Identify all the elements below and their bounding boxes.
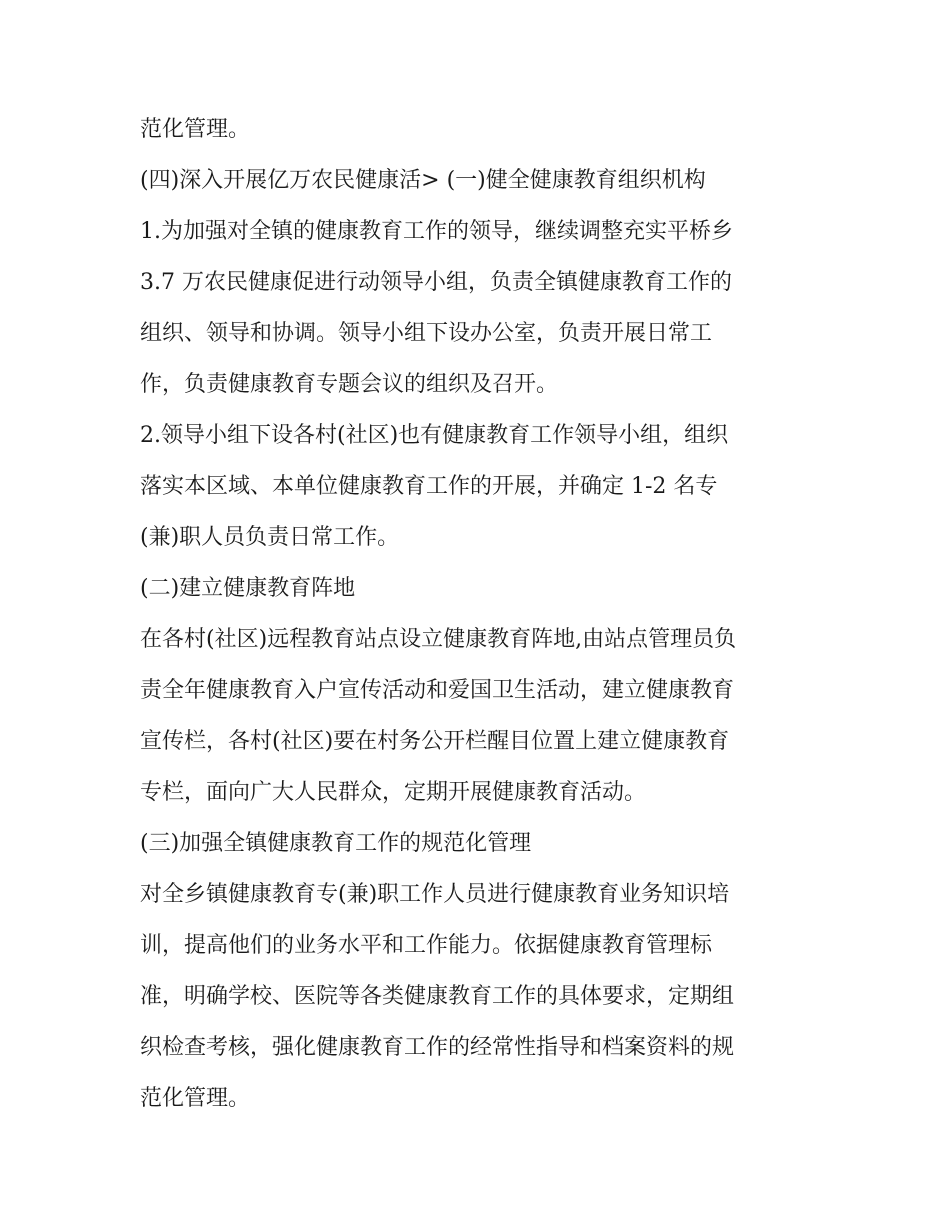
text-line: 3.7 万农民健康促进行动领导小组，负责全镇健康教育工作的 [140, 270, 732, 295]
text-line: 准，明确学校、医院等各类健康教育工作的具体要求，定期组 [140, 984, 735, 1009]
section-heading: (三)加强全镇健康教育工作的规范化管理 [140, 831, 532, 856]
text-line: 2.领导小组下设各村(社区)也有健康教育工作领导小组，组织 [140, 423, 729, 448]
text-line: 训，提高他们的业务水平和工作能力。依据健康教育管理标 [140, 933, 713, 958]
text-line: 作，负责健康教育专题会议的组织及召开。 [140, 372, 559, 397]
document-body [140, 104, 820, 1124]
text-line: 范化管理。 [140, 117, 251, 142]
text-line: 在各村(社区)远程教育站点设立健康教育阵地,由站点管理员负 [140, 627, 737, 652]
text-line: 专栏，面向广大人民群众，定期开展健康教育活动。 [140, 780, 647, 805]
text-line: 组织、领导和协调。领导小组下设办公室，负责开展日常工 [140, 321, 713, 346]
text-line: 责全年健康教育入户宣传活动和爱国卫生活动，建立健康教育 [140, 678, 735, 703]
text-line: 范化管理。 [140, 1086, 251, 1111]
section-heading: (四)深入开展亿万农民健康活> (一)健全健康教育组织机构 [140, 168, 706, 193]
text-line: 宣传栏，各村(社区)要在村务公开栏醒目位置上建立健康教育 [140, 729, 730, 754]
text-line: (兼)职人员负责日常工作。 [140, 525, 400, 550]
text-line: 落实本区域、本单位健康教育工作的开展，并确定 1-2 名专 [140, 474, 718, 499]
section-heading: (二)建立健康教育阵地 [140, 576, 356, 601]
text-line: 1.为加强对全镇的健康教育工作的领导，继续调整充实平桥乡 [140, 219, 733, 244]
text-line: 对全乡镇健康教育专(兼)职工作人员进行健康教育业务知识培 [140, 882, 730, 907]
text-line: 织检查考核，强化健康教育工作的经常性指导和档案资料的规 [140, 1035, 735, 1060]
